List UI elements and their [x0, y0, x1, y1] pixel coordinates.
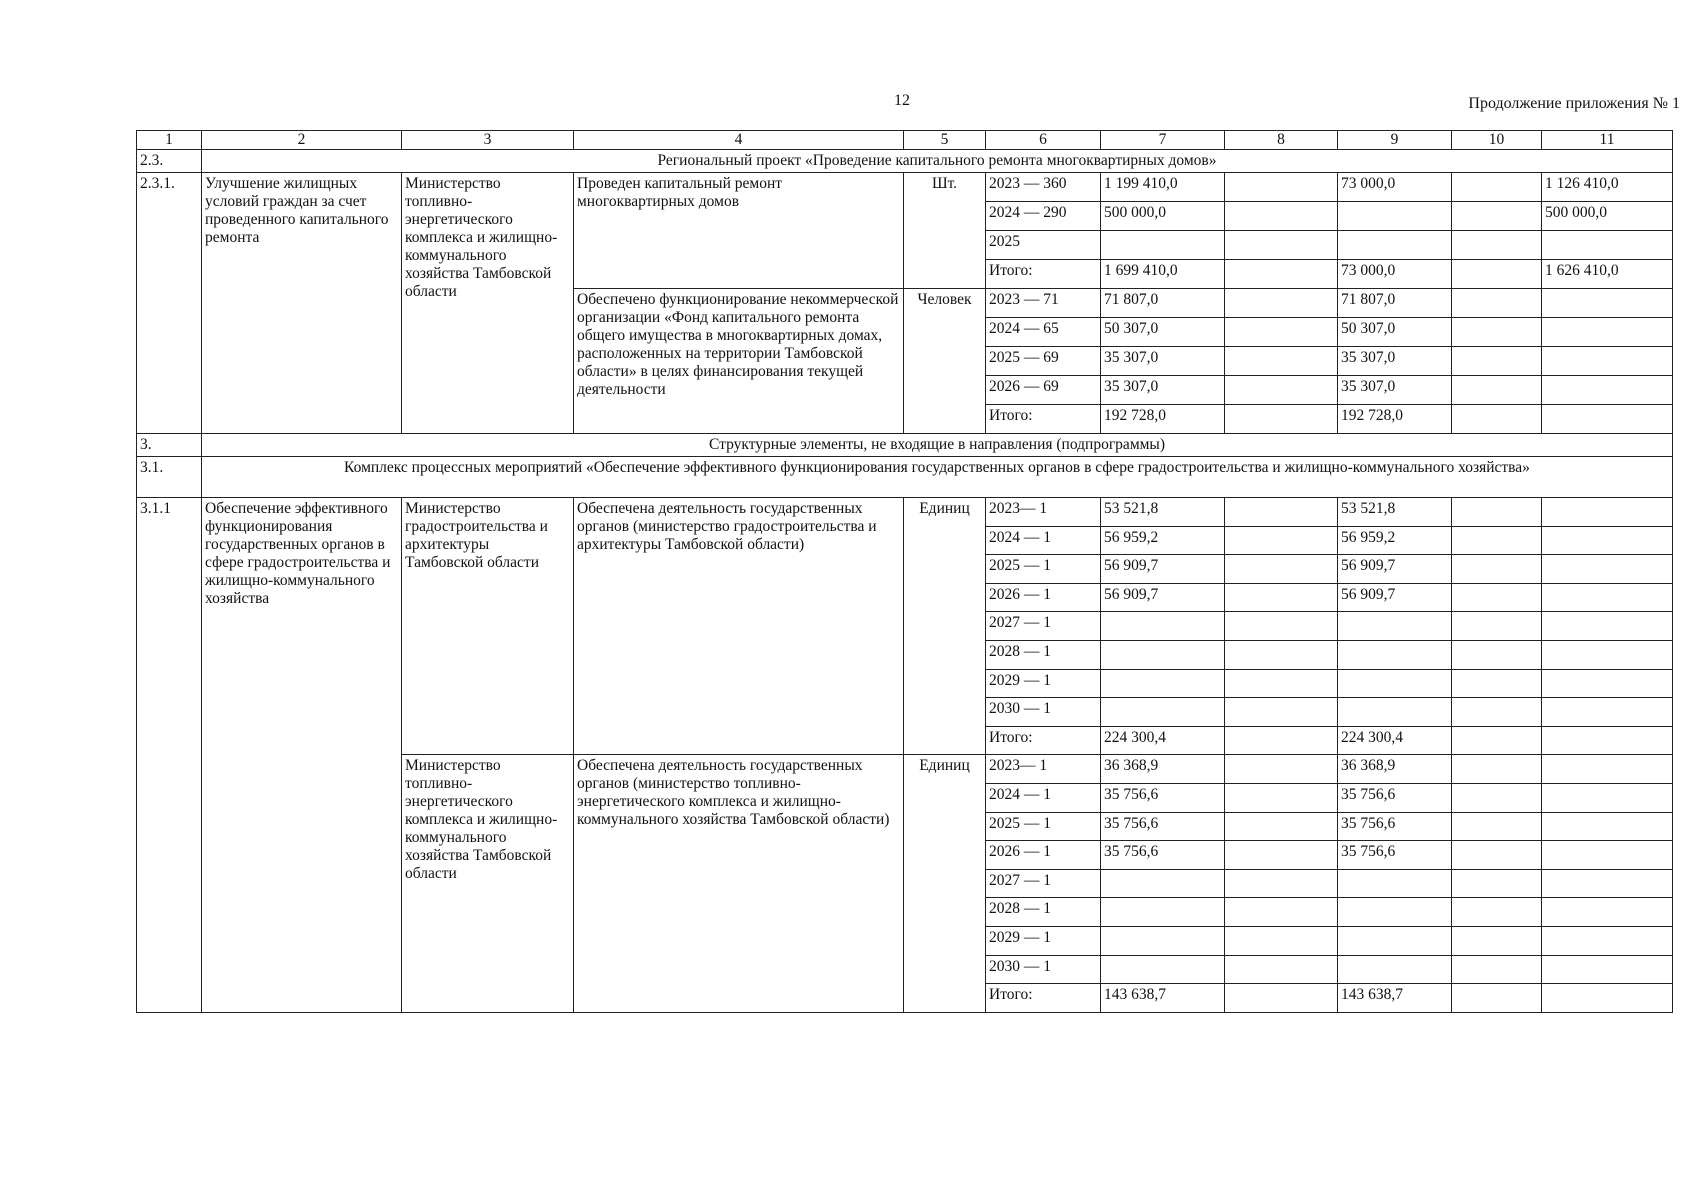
value-cell	[1225, 640, 1338, 669]
value-cell	[1225, 898, 1338, 927]
value-cell: 73 000,0	[1338, 173, 1452, 202]
year-cell: 2025 — 69	[986, 347, 1101, 376]
year-cell: Итого:	[986, 260, 1101, 289]
value-cell	[1452, 783, 1542, 812]
value-cell: 1 199 410,0	[1101, 173, 1225, 202]
value-cell: 500 000,0	[1542, 202, 1673, 231]
value-cell	[1225, 955, 1338, 984]
value-cell: 50 307,0	[1101, 318, 1225, 347]
value-cell	[1542, 640, 1673, 669]
year-cell: 2028 — 1	[986, 640, 1101, 669]
value-cell: 224 300,4	[1101, 726, 1225, 755]
column-number: 9	[1338, 131, 1452, 150]
value-cell: 35 756,6	[1338, 783, 1452, 812]
value-cell	[1452, 755, 1542, 784]
year-cell: 2024 — 1	[986, 526, 1101, 555]
value-cell: 36 368,9	[1101, 755, 1225, 784]
value-cell	[1101, 612, 1225, 641]
value-cell	[1225, 347, 1338, 376]
year-cell: 2025 — 1	[986, 555, 1101, 584]
value-cell	[1542, 984, 1673, 1013]
value-cell: 192 728,0	[1338, 405, 1452, 434]
year-cell: 2023 — 71	[986, 289, 1101, 318]
item-number: 2.3.1.	[137, 173, 202, 434]
value-cell	[1542, 898, 1673, 927]
result-description: Обеспечена деятельность государственных органов (министерство градостроительства и архитектуры Тамбовской области)	[574, 498, 904, 755]
value-cell	[1225, 698, 1338, 727]
value-cell	[1225, 202, 1338, 231]
year-cell: 2029 — 1	[986, 926, 1101, 955]
column-number: 3	[402, 131, 574, 150]
value-cell	[1542, 869, 1673, 898]
value-cell: 192 728,0	[1101, 405, 1225, 434]
value-cell: 56 959,2	[1338, 526, 1452, 555]
value-cell: 1 126 410,0	[1542, 173, 1673, 202]
value-cell	[1225, 726, 1338, 755]
value-cell	[1225, 812, 1338, 841]
value-cell	[1225, 498, 1338, 527]
value-cell: 35 756,6	[1338, 812, 1452, 841]
section-row	[137, 150, 1673, 173]
section-title: Региональный проект «Проведение капитального ремонта многоквартирных домов»	[202, 150, 1673, 173]
value-cell	[1542, 612, 1673, 641]
value-cell	[1338, 898, 1452, 927]
table-row	[137, 173, 1673, 202]
value-cell	[1452, 202, 1542, 231]
table-body	[137, 131, 1673, 1013]
value-cell: 35 307,0	[1338, 347, 1452, 376]
value-cell	[1542, 347, 1673, 376]
value-cell	[1225, 231, 1338, 260]
value-cell: 1 626 410,0	[1542, 260, 1673, 289]
value-cell	[1338, 926, 1452, 955]
column-number: 11	[1542, 131, 1673, 150]
value-cell	[1225, 612, 1338, 641]
value-cell	[1225, 984, 1338, 1013]
value-cell: 1 699 410,0	[1101, 260, 1225, 289]
value-cell	[1452, 926, 1542, 955]
value-cell	[1225, 583, 1338, 612]
value-cell	[1452, 955, 1542, 984]
year-cell: 2026 — 1	[986, 841, 1101, 870]
unit: Человек	[904, 289, 986, 434]
value-cell	[1452, 698, 1542, 727]
value-cell	[1542, 498, 1673, 527]
year-cell: 2027 — 1	[986, 612, 1101, 641]
year-cell: 2023 — 360	[986, 173, 1101, 202]
year-cell: 2023— 1	[986, 755, 1101, 784]
year-cell: 2024 — 1	[986, 783, 1101, 812]
year-cell: 2029 — 1	[986, 669, 1101, 698]
value-cell	[1542, 583, 1673, 612]
section-number: 2.3.	[137, 150, 202, 173]
value-cell: 35 756,6	[1101, 841, 1225, 870]
value-cell: 35 756,6	[1338, 841, 1452, 870]
value-cell	[1101, 231, 1225, 260]
value-cell	[1542, 555, 1673, 584]
value-cell: 56 909,7	[1101, 583, 1225, 612]
executor: Министерство градостроительства и архитектуры Тамбовской области	[402, 498, 574, 755]
year-cell: 2024 — 65	[986, 318, 1101, 347]
value-cell: 35 307,0	[1101, 376, 1225, 405]
year-cell: 2025 — 1	[986, 812, 1101, 841]
item-name: Улучшение жилищных условий граждан за счет проведенного капитального ремонта	[202, 173, 402, 434]
value-cell	[1452, 347, 1542, 376]
value-cell	[1225, 926, 1338, 955]
value-cell	[1542, 231, 1673, 260]
value-cell	[1452, 260, 1542, 289]
value-cell	[1101, 640, 1225, 669]
value-cell: 73 000,0	[1338, 260, 1452, 289]
value-cell	[1225, 755, 1338, 784]
value-cell	[1101, 698, 1225, 727]
value-cell: 35 756,6	[1101, 783, 1225, 812]
result-description: Проведен капитальный ремонт многоквартирных домов	[574, 173, 904, 289]
value-cell	[1338, 202, 1452, 231]
value-cell	[1338, 669, 1452, 698]
year-cell: 2028 — 1	[986, 898, 1101, 927]
column-number: 4	[574, 131, 904, 150]
value-cell	[1101, 869, 1225, 898]
item-number: 3.1.1	[137, 498, 202, 1013]
value-cell	[1542, 926, 1673, 955]
column-number: 8	[1225, 131, 1338, 150]
value-cell	[1452, 173, 1542, 202]
value-cell	[1338, 612, 1452, 641]
value-cell: 71 807,0	[1101, 289, 1225, 318]
unit: Единиц	[904, 755, 986, 1012]
value-cell	[1338, 698, 1452, 727]
year-cell: Итого:	[986, 726, 1101, 755]
value-cell	[1452, 498, 1542, 527]
unit: Единиц	[904, 498, 986, 755]
value-cell	[1452, 841, 1542, 870]
section-title: Комплекс процессных мероприятий «Обеспечение эффективного функционирования государственных органов в сфере градостроительства и жилищно-коммунального хозяйства»	[202, 457, 1673, 498]
executor: Министерство топливно-энергетического комплекса и жилищно-коммунального хозяйства Тамбовской области	[402, 755, 574, 1012]
value-cell	[1452, 526, 1542, 555]
value-cell	[1452, 555, 1542, 584]
value-cell: 56 909,7	[1338, 583, 1452, 612]
value-cell	[1101, 955, 1225, 984]
table-row	[137, 498, 1673, 527]
value-cell	[1225, 669, 1338, 698]
year-cell: 2030 — 1	[986, 698, 1101, 727]
value-cell: 500 000,0	[1101, 202, 1225, 231]
value-cell	[1452, 898, 1542, 927]
executor: Министерство топливно-энергетического комплекса и жилищно-коммунального хозяйства Тамбовской области	[402, 173, 574, 434]
value-cell: 35 756,6	[1101, 812, 1225, 841]
value-cell	[1225, 526, 1338, 555]
value-cell	[1542, 318, 1673, 347]
value-cell	[1452, 318, 1542, 347]
value-cell	[1452, 640, 1542, 669]
value-cell	[1338, 955, 1452, 984]
appendix-continuation-label: Продолжение приложения № 1	[1468, 95, 1680, 112]
section-title: Структурные элементы, не входящие в направления (подпрограммы)	[202, 434, 1673, 457]
value-cell	[1338, 869, 1452, 898]
result-description: Обеспечена деятельность государственных органов (министерство топливно-энергетического комплекса и жилищно-коммунального хозяйства Тамбовской области)	[574, 755, 904, 1012]
value-cell: 35 307,0	[1101, 347, 1225, 376]
section-number: 3.	[137, 434, 202, 457]
year-cell: 2026 — 69	[986, 376, 1101, 405]
value-cell	[1225, 318, 1338, 347]
value-cell	[1452, 869, 1542, 898]
value-cell: 56 909,7	[1338, 555, 1452, 584]
value-cell: 71 807,0	[1338, 289, 1452, 318]
value-cell	[1452, 289, 1542, 318]
year-cell: 2026 — 1	[986, 583, 1101, 612]
year-cell: 2024 — 290	[986, 202, 1101, 231]
value-cell	[1452, 669, 1542, 698]
value-cell	[1452, 612, 1542, 641]
value-cell	[1225, 783, 1338, 812]
value-cell: 50 307,0	[1338, 318, 1452, 347]
value-cell	[1542, 755, 1673, 784]
value-cell: 224 300,4	[1338, 726, 1452, 755]
value-cell	[1452, 231, 1542, 260]
value-cell	[1542, 669, 1673, 698]
year-cell: 2025	[986, 231, 1101, 260]
year-cell: 2023— 1	[986, 498, 1101, 527]
column-number: 6	[986, 131, 1101, 150]
value-cell	[1452, 583, 1542, 612]
result-description: Обеспечено функционирование некоммерческой организации «Фонд капитального ремонта общего имущества в многоквартирных домах, расположенных на территории Тамбовской области» в целях финансирования текущей деятельности	[574, 289, 904, 434]
value-cell	[1338, 231, 1452, 260]
value-cell	[1542, 955, 1673, 984]
value-cell	[1542, 698, 1673, 727]
value-cell	[1225, 289, 1338, 318]
section-row	[137, 457, 1673, 498]
value-cell	[1542, 376, 1673, 405]
value-cell	[1338, 640, 1452, 669]
column-number: 2	[202, 131, 402, 150]
value-cell	[1101, 926, 1225, 955]
section-number: 3.1.	[137, 457, 202, 498]
column-number: 5	[904, 131, 986, 150]
column-number: 7	[1101, 131, 1225, 150]
value-cell	[1452, 984, 1542, 1013]
value-cell	[1225, 405, 1338, 434]
value-cell: 56 959,2	[1101, 526, 1225, 555]
value-cell	[1542, 812, 1673, 841]
value-cell	[1542, 841, 1673, 870]
value-cell: 143 638,7	[1338, 984, 1452, 1013]
value-cell	[1225, 376, 1338, 405]
value-cell: 56 909,7	[1101, 555, 1225, 584]
value-cell	[1225, 260, 1338, 289]
program-table	[136, 130, 1673, 1013]
value-cell	[1542, 526, 1673, 555]
value-cell	[1542, 405, 1673, 434]
year-cell: 2027 — 1	[986, 869, 1101, 898]
value-cell	[1542, 726, 1673, 755]
value-cell	[1452, 726, 1542, 755]
value-cell: 143 638,7	[1101, 984, 1225, 1013]
year-cell: 2030 — 1	[986, 955, 1101, 984]
column-number: 1	[137, 131, 202, 150]
value-cell	[1225, 869, 1338, 898]
year-cell: Итого:	[986, 405, 1101, 434]
column-number: 10	[1452, 131, 1542, 150]
value-cell	[1542, 289, 1673, 318]
value-cell	[1225, 173, 1338, 202]
item-name: Обеспечение эффективного функционирования государственных органов в сфере градостроительства и жилищно-коммунального хозяйства	[202, 498, 402, 1013]
section-row	[137, 434, 1673, 457]
value-cell	[1225, 555, 1338, 584]
value-cell	[1101, 669, 1225, 698]
value-cell: 36 368,9	[1338, 755, 1452, 784]
value-cell	[1452, 376, 1542, 405]
value-cell: 53 521,8	[1338, 498, 1452, 527]
value-cell	[1225, 841, 1338, 870]
value-cell	[1542, 783, 1673, 812]
value-cell: 53 521,8	[1101, 498, 1225, 527]
value-cell	[1452, 405, 1542, 434]
value-cell	[1452, 812, 1542, 841]
page-number: 12	[894, 92, 910, 109]
year-cell: Итого:	[986, 984, 1101, 1013]
value-cell	[1101, 898, 1225, 927]
value-cell: 35 307,0	[1338, 376, 1452, 405]
unit: Шт.	[904, 173, 986, 289]
column-number-row	[137, 131, 1673, 150]
